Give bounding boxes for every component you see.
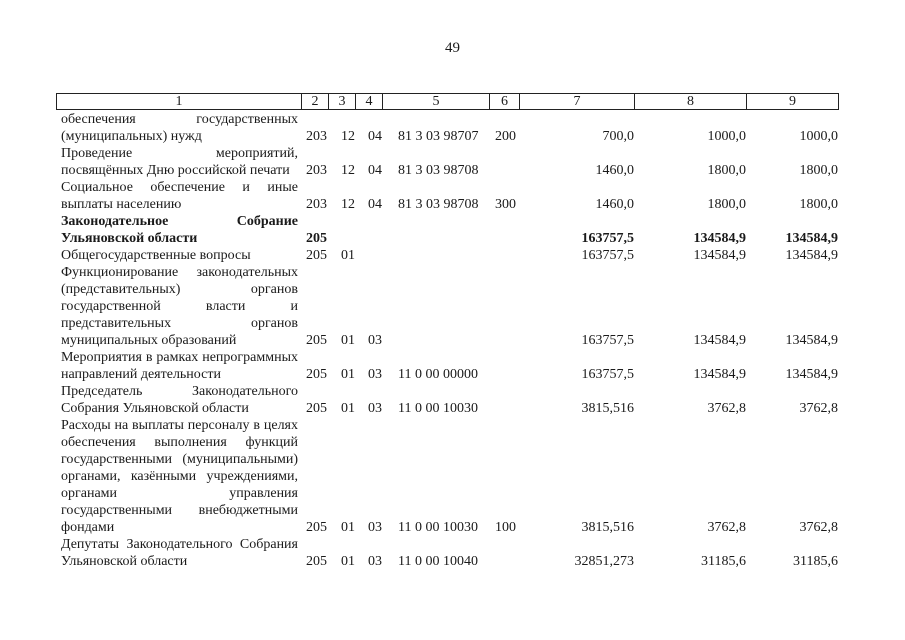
row-cell-c8: 1000,0: [707, 129, 746, 144]
row-cell-c6: 300: [495, 197, 516, 212]
row-cell-c4: 03: [368, 554, 382, 569]
row-cell-c8: 134584,9: [693, 367, 746, 382]
row-cell-c3: 01: [341, 520, 355, 535]
row-description: Проведение мероприятий, посвящённых Дню российской печати: [61, 146, 298, 178]
row-cell-c2: 205: [306, 333, 327, 348]
row-cell-c8: 134584,9: [693, 248, 746, 263]
column-header-row: [56, 93, 839, 110]
row-cell-c8: 1800,0: [707, 197, 746, 212]
row-cell-c7: 700,0: [602, 129, 634, 144]
row-cell-c7: 163757,5: [581, 248, 634, 263]
row-description: Законодательное Собрание Ульяновской области: [61, 214, 298, 246]
table-row: [0, 264, 905, 349]
row-cell-c3: 01: [341, 401, 355, 416]
row-cell-c5: 81 3 03 98707: [398, 129, 479, 144]
row-cell-c3: 01: [341, 248, 355, 263]
row-cell-c2: 205: [306, 554, 327, 569]
row-cell-c4: 04: [368, 163, 382, 178]
row-cell-c9: 1000,0: [799, 129, 838, 144]
row-cell-c2: 205: [306, 401, 327, 416]
row-cell-c4: 04: [368, 129, 382, 144]
row-cell-c8: 1800,0: [707, 163, 746, 178]
row-cell-c3: 01: [341, 554, 355, 569]
budget-table-body: [0, 111, 905, 570]
row-cell-c9: 134584,9: [785, 231, 838, 246]
row-cell-c4: 03: [368, 520, 382, 535]
row-cell-c7: 1460,0: [595, 197, 634, 212]
row-cell-c3: 12: [341, 197, 355, 212]
row-cell-c5: 11 0 00 10030: [398, 401, 478, 416]
column-header-5: 5: [383, 94, 490, 110]
row-cell-c7: 3815,516: [581, 401, 634, 416]
row-cell-c2: 205: [306, 231, 327, 246]
row-cell-c5: 11 0 00 10040: [398, 554, 478, 569]
row-cell-c4: 03: [368, 401, 382, 416]
row-cell-c4: 03: [368, 367, 382, 382]
row-cell-c9: 3762,8: [799, 401, 838, 416]
table-row: [0, 179, 905, 213]
row-cell-c2: 205: [306, 367, 327, 382]
row-cell-c5: 11 0 00 00000: [398, 367, 478, 382]
row-cell-c7: 163757,5: [581, 231, 634, 246]
row-cell-c7: 163757,5: [581, 367, 634, 382]
row-cell-c8: 31185,6: [701, 554, 746, 569]
row-cell-c6: 200: [495, 129, 516, 144]
row-cell-c7: 3815,516: [581, 520, 634, 535]
row-cell-c7: 1460,0: [595, 163, 634, 178]
row-cell-c4: 03: [368, 333, 382, 348]
column-header-6: 6: [490, 94, 520, 110]
row-cell-c2: 203: [306, 163, 327, 178]
table-row: [0, 111, 905, 145]
row-cell-c2: 205: [306, 248, 327, 263]
row-cell-c9: 1800,0: [799, 197, 838, 212]
row-cell-c8: 134584,9: [693, 333, 746, 348]
row-cell-c6: 100: [495, 520, 516, 535]
row-cell-c3: 01: [341, 333, 355, 348]
column-header-1: 1: [57, 94, 302, 110]
row-cell-c7: 32851,273: [574, 554, 634, 569]
column-header-7: 7: [520, 94, 635, 110]
row-cell-c9: 1800,0: [799, 163, 838, 178]
row-cell-c8: 3762,8: [707, 401, 746, 416]
column-header-2: 2: [302, 94, 329, 110]
row-cell-c2: 205: [306, 520, 327, 535]
column-header-4: 4: [356, 94, 383, 110]
row-cell-c5: 11 0 00 10030: [398, 520, 478, 535]
row-cell-c2: 203: [306, 129, 327, 144]
row-cell-c7: 163757,5: [581, 333, 634, 348]
table-row: [0, 417, 905, 536]
table-row: [0, 213, 905, 247]
row-description: Мероприятия в рамках непрограммных направлений деятельности: [61, 350, 298, 382]
row-cell-c3: 12: [341, 129, 355, 144]
row-description: Социальное обеспечение и иные выплаты населению: [61, 180, 298, 212]
row-description: Расходы на выплаты персоналу в целях обеспечения выполнения функций государственными (муниципальными) органами, казёнными учреждениями, органами управления государственными внебюджетными фондами: [61, 418, 298, 535]
row-cell-c8: 3762,8: [707, 520, 746, 535]
row-cell-c9: 134584,9: [785, 367, 838, 382]
page-number: 49: [445, 40, 460, 56]
row-cell-c9: 3762,8: [799, 520, 838, 535]
row-cell-c9: 31185,6: [793, 554, 838, 569]
table-row: [0, 247, 905, 264]
table-row: [0, 383, 905, 417]
column-header-9: 9: [747, 94, 839, 110]
column-header-3: 3: [329, 94, 356, 110]
row-description: Председатель Законодательного Собрания Ульяновской области: [61, 384, 298, 416]
table-row: [0, 536, 905, 570]
row-description: Депутаты Законодательного Собрания Ульяновской области: [61, 537, 298, 569]
column-header-8: 8: [635, 94, 747, 110]
row-cell-c3: 12: [341, 163, 355, 178]
row-cell-c9: 134584,9: [785, 248, 838, 263]
row-cell-c8: 134584,9: [693, 231, 746, 246]
row-description: Общегосударственные вопросы: [61, 248, 251, 263]
table-row: [0, 349, 905, 383]
row-cell-c5: 81 3 03 98708: [398, 197, 479, 212]
row-cell-c4: 04: [368, 197, 382, 212]
row-cell-c3: 01: [341, 367, 355, 382]
row-cell-c9: 134584,9: [785, 333, 838, 348]
row-description: обеспечения государственных (муниципальных) нужд: [61, 112, 298, 144]
table-row: [0, 145, 905, 179]
row-cell-c5: 81 3 03 98708: [398, 163, 479, 178]
row-cell-c2: 203: [306, 197, 327, 212]
row-description: Функционирование законодательных (представительных) органов государственной власти и представительных органов муниципальных образований: [61, 265, 298, 348]
